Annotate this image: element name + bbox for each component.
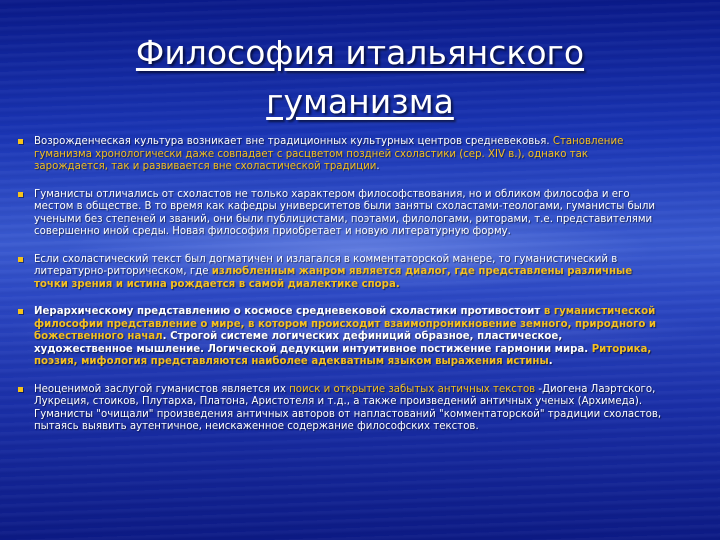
bullet-highlight: Риторика, поэзия, мифология представляются наиболее адекватным языком выражения истины: [34, 343, 652, 367]
bullet-item: [14, 189, 664, 239]
bullet-highlight: излюбленным жанром является диалог, где представлены различные точки зрения и истина рождается в самой диалектике спора.: [34, 266, 633, 290]
bullet-text: Иерархическому представлению о космосе средневековой схоластики противостоит: [34, 306, 544, 317]
bullet-highlight: поиск и открытие забытых античных текстов: [289, 383, 536, 395]
bullet-text: Неоценимой заслугой гуманистов является их: [34, 383, 290, 395]
bullet-text: Если схоластический текст был догматичен и излагался в комментаторской манере, то гуманистический в литературно-риторическом, где: [34, 253, 618, 277]
bullet-text: -Диогена Лаэртского, Лукреция, стоиков, Плутарха, Платона, Аристотеля и т.д., а также произведений античных ученых (Архимеда). Гуманисты "очищали" произведения античных авторов от напластований "комментаторской" традиции схоластов, пытаясь выявить аутентичное, неискаженное содержание философских текстов.: [34, 383, 662, 432]
slide-title: Философия итальянского гуманизма: [135, 33, 585, 121]
bullet-item: [14, 306, 664, 369]
bullet-item: [14, 254, 664, 292]
bullet-text: .: [376, 161, 380, 172]
bullet-text: .: [548, 356, 553, 367]
bullet-text: Гуманисты отличались от схоластов не только характером философствования, но и обликом философа и его местом в обществе. В то время как кафедры университетов были заняты схоластами-теологами, гуманисты были учеными без степеней и званий, они были публицистами, поэтами, филологами, риторами, т.е. представителями совершенно иной среды. Новая философия приобретает и новую литературную форму.: [34, 188, 655, 237]
bullet-text: Возрожденческая культура возникает вне традиционных культурных центров средневековья.: [34, 136, 553, 147]
bullet-highlight: в гуманистической философии представление о мире, в котором происходит взаимопроникновение земного, природного и божественного начал: [34, 306, 657, 342]
bullet-item: [14, 136, 664, 174]
slide-content: [14, 136, 664, 449]
bullet-highlight: Становление гуманизма хронологически даже совпадает с расцветом поздней схоластики (сер. XIV в.), однако так зарождается, так и развивается вне схоластической традиции: [34, 136, 624, 172]
bullet-text: . Строгой системе логических дефиниций образное, пластическое, художественное мышление. Логической дедукции интуитивное постижение гармонии мира.: [34, 331, 592, 355]
bullet-item: [14, 384, 664, 434]
